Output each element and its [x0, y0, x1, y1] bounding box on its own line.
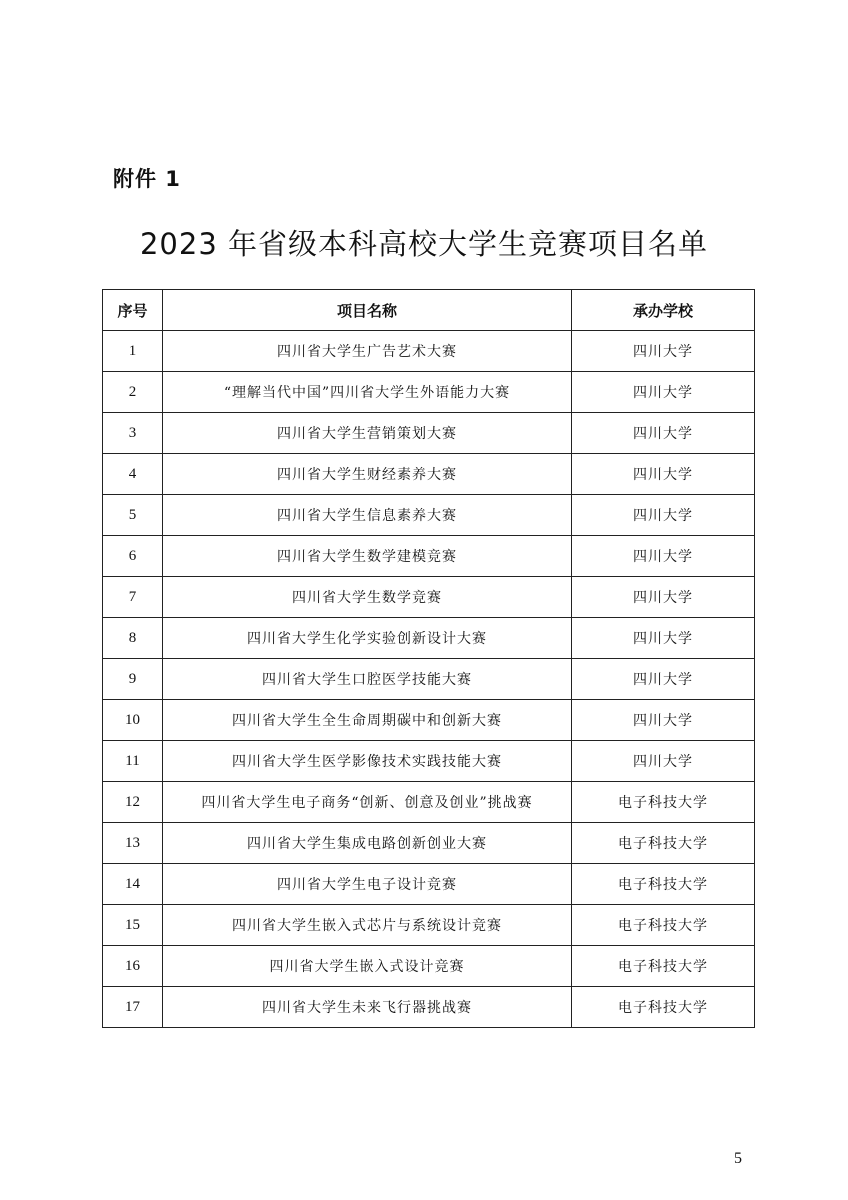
project-name: 四川省大学生数学建模竞赛	[163, 536, 572, 577]
table-row	[103, 659, 755, 700]
host-school: 四川大学	[572, 413, 755, 454]
table-row	[103, 864, 755, 905]
page-title: 2023 年省级本科高校大学生竞赛项目名单	[139, 227, 709, 261]
host-school: 四川大学	[572, 659, 755, 700]
project-name: 四川省大学生电子商务“创新、创意及创业”挑战赛	[163, 782, 572, 823]
project-name: 四川省大学生信息素养大赛	[163, 495, 572, 536]
row-number: 14	[103, 864, 163, 905]
host-school: 电子科技大学	[572, 782, 755, 823]
project-name: 四川省大学生广告艺术大赛	[163, 331, 572, 372]
row-number: 16	[103, 946, 163, 987]
row-number: 2	[103, 372, 163, 413]
row-number: 10	[103, 700, 163, 741]
table-row	[103, 905, 755, 946]
host-school: 四川大学	[572, 454, 755, 495]
host-school: 四川大学	[572, 577, 755, 618]
host-school: 电子科技大学	[572, 987, 755, 1028]
row-number: 12	[103, 782, 163, 823]
project-name: 四川省大学生化学实验创新设计大赛	[163, 618, 572, 659]
project-name: 四川省大学生财经素养大赛	[163, 454, 572, 495]
table-row	[103, 331, 755, 372]
table-row	[103, 823, 755, 864]
row-number: 6	[103, 536, 163, 577]
table-row	[103, 372, 755, 413]
project-name: 四川省大学生医学影像技术实践技能大赛	[163, 741, 572, 782]
table-row	[103, 536, 755, 577]
host-school: 四川大学	[572, 700, 755, 741]
table-row	[103, 700, 755, 741]
project-name: 四川省大学生未来飞行器挑战赛	[163, 987, 572, 1028]
table-row	[103, 741, 755, 782]
row-number: 5	[103, 495, 163, 536]
project-name: 四川省大学生全生命周期碳中和创新大赛	[163, 700, 572, 741]
header-name: 项目名称	[163, 290, 572, 331]
row-number: 15	[103, 905, 163, 946]
table-row	[103, 987, 755, 1028]
project-name: 四川省大学生电子设计竞赛	[163, 864, 572, 905]
host-school: 四川大学	[572, 372, 755, 413]
row-number: 1	[103, 331, 163, 372]
header-school: 承办学校	[572, 290, 755, 331]
host-school: 电子科技大学	[572, 905, 755, 946]
project-name: “理解当代中国”四川省大学生外语能力大赛	[163, 372, 572, 413]
host-school: 四川大学	[572, 331, 755, 372]
table-row	[103, 946, 755, 987]
project-name: 四川省大学生嵌入式设计竞赛	[163, 946, 572, 987]
table-row	[103, 454, 755, 495]
host-school: 四川大学	[572, 495, 755, 536]
table-row	[103, 782, 755, 823]
row-number: 7	[103, 577, 163, 618]
project-name: 四川省大学生集成电路创新创业大赛	[163, 823, 572, 864]
header-no: 序号	[103, 290, 163, 331]
table-row	[103, 495, 755, 536]
host-school: 四川大学	[572, 741, 755, 782]
host-school: 四川大学	[572, 618, 755, 659]
project-name: 四川省大学生营销策划大赛	[163, 413, 572, 454]
row-number: 13	[103, 823, 163, 864]
table-row	[103, 577, 755, 618]
table-header-row	[103, 290, 755, 331]
attachment-label: 附件 1	[113, 167, 181, 191]
row-number: 17	[103, 987, 163, 1028]
project-name: 四川省大学生口腔医学技能大赛	[163, 659, 572, 700]
row-number: 11	[103, 741, 163, 782]
row-number: 8	[103, 618, 163, 659]
host-school: 电子科技大学	[572, 823, 755, 864]
project-name: 四川省大学生数学竞赛	[163, 577, 572, 618]
host-school: 四川大学	[572, 536, 755, 577]
project-name: 四川省大学生嵌入式芯片与系统设计竞赛	[163, 905, 572, 946]
table-body	[103, 331, 755, 1028]
row-number: 3	[103, 413, 163, 454]
table-row	[103, 618, 755, 659]
host-school: 电子科技大学	[572, 864, 755, 905]
competition-table	[102, 289, 755, 1028]
host-school: 电子科技大学	[572, 946, 755, 987]
table-row	[103, 413, 755, 454]
row-number: 4	[103, 454, 163, 495]
row-number: 9	[103, 659, 163, 700]
page-number: 5	[734, 1150, 742, 1167]
